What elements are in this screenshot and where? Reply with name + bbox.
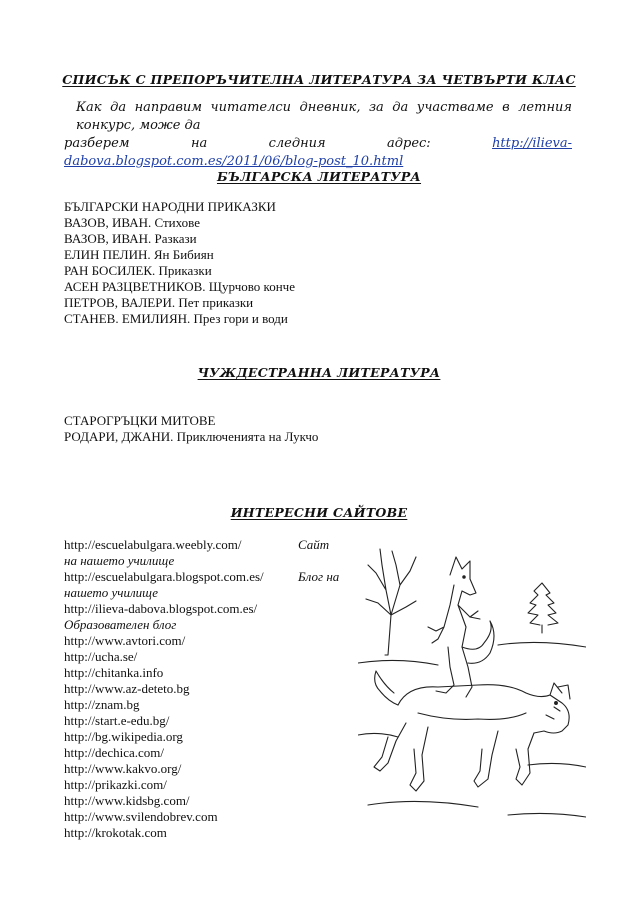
site-description: нашето училище: [64, 585, 159, 600]
site-link[interactable]: http://www.avtori.com/: [64, 633, 186, 648]
list-item: АСЕН РАЗЦВЕТНИКОВ. Щурчово конче: [64, 279, 295, 294]
list-item: СТАРОГРЪЦКИ МИТОВЕ: [64, 413, 216, 428]
site-link[interactable]: http://krokotak.com: [64, 825, 167, 840]
site-link[interactable]: http://start.e-edu.bg/: [64, 713, 170, 728]
site-link[interactable]: http://www.az-deteto.bg: [64, 681, 190, 696]
site-link[interactable]: http://chitanka.info: [64, 665, 164, 680]
list-item: ЕЛИН ПЕЛИН. Ян Бибиян: [64, 247, 214, 262]
list-item: ВАЗОВ, ИВАН. Разкази: [64, 231, 197, 246]
intro-line-1: Как да направим читателси дневник, за да участваме в летния конкурс, може да: [76, 100, 572, 133]
list-item: БЪЛГАРСКИ НАРОДНИ ПРИКАЗКИ: [64, 199, 276, 214]
site-link[interactable]: http://bg.wikipedia.org: [64, 729, 183, 744]
site-note: Блог на: [298, 569, 340, 584]
fox-riding-wolf-illustration: [358, 535, 586, 833]
site-description: Образователен блог: [64, 617, 177, 632]
site-link[interactable]: http://www.svilendobrev.com: [64, 809, 218, 824]
site-row: [64, 569, 340, 585]
site-link[interactable]: http://ilieva-dabova.blogspot.com.es/: [64, 601, 258, 616]
site-link[interactable]: http://escuelabulgara.blogspot.com.es/: [64, 569, 264, 584]
site-note: Сайт: [298, 537, 330, 552]
foreign-literature-heading: ЧУЖДЕСТРАННА ЛИТЕРАТУРА: [197, 365, 441, 380]
list-item: РАН БОСИЛЕК. Приказки: [64, 263, 212, 278]
sites-list: [64, 537, 340, 841]
site-row: [64, 537, 330, 553]
list-item: ПЕТРОВ, ВАЛЕРИ. Пет приказки: [64, 295, 254, 310]
site-link[interactable]: http://prikazki.com/: [64, 777, 167, 792]
interesting-sites-heading: ИНТЕРЕСНИ САЙТОВЕ: [230, 505, 408, 520]
reading-diary-link[interactable]: http://ilieva-dabova.blogspot.com.es/2011/06/blog-post_10.html: [64, 136, 572, 169]
bulgarian-literature-list: [64, 199, 295, 327]
site-link[interactable]: http://escuelabulgara.weebly.com/: [64, 537, 242, 552]
site-link[interactable]: http://ucha.se/: [64, 649, 138, 664]
page-title: СПИСЪК С ПРЕПОРЪЧИТЕЛНА ЛИТЕРАТУРА ЗА ЧЕТВЪРТИ КЛАС: [62, 72, 576, 87]
site-link[interactable]: http://www.kidsbg.com/: [64, 793, 190, 808]
list-item: СТАНЕВ. ЕМИЛИЯН. През гори и води: [64, 311, 288, 326]
list-item: ВАЗОВ, ИВАН. Стихове: [64, 215, 200, 230]
site-description: на нашето училище: [64, 553, 175, 568]
intro-paragraph: [64, 99, 572, 171]
site-link[interactable]: http://dechica.com/: [64, 745, 164, 760]
bulgarian-literature-heading: БЪЛГАРСКА ЛИТЕРАТУРА: [216, 169, 422, 184]
site-link[interactable]: http://www.kakvo.org/: [64, 761, 182, 776]
intro-line-2-prefix: разберем на следния адрес:: [64, 136, 493, 151]
foreign-literature-list: [64, 413, 318, 445]
list-item: РОДАРИ, ДЖАНИ. Приключенията на Лукчо: [64, 429, 319, 444]
site-link[interactable]: http://znam.bg: [64, 697, 140, 712]
intro-line-2: [64, 135, 572, 171]
